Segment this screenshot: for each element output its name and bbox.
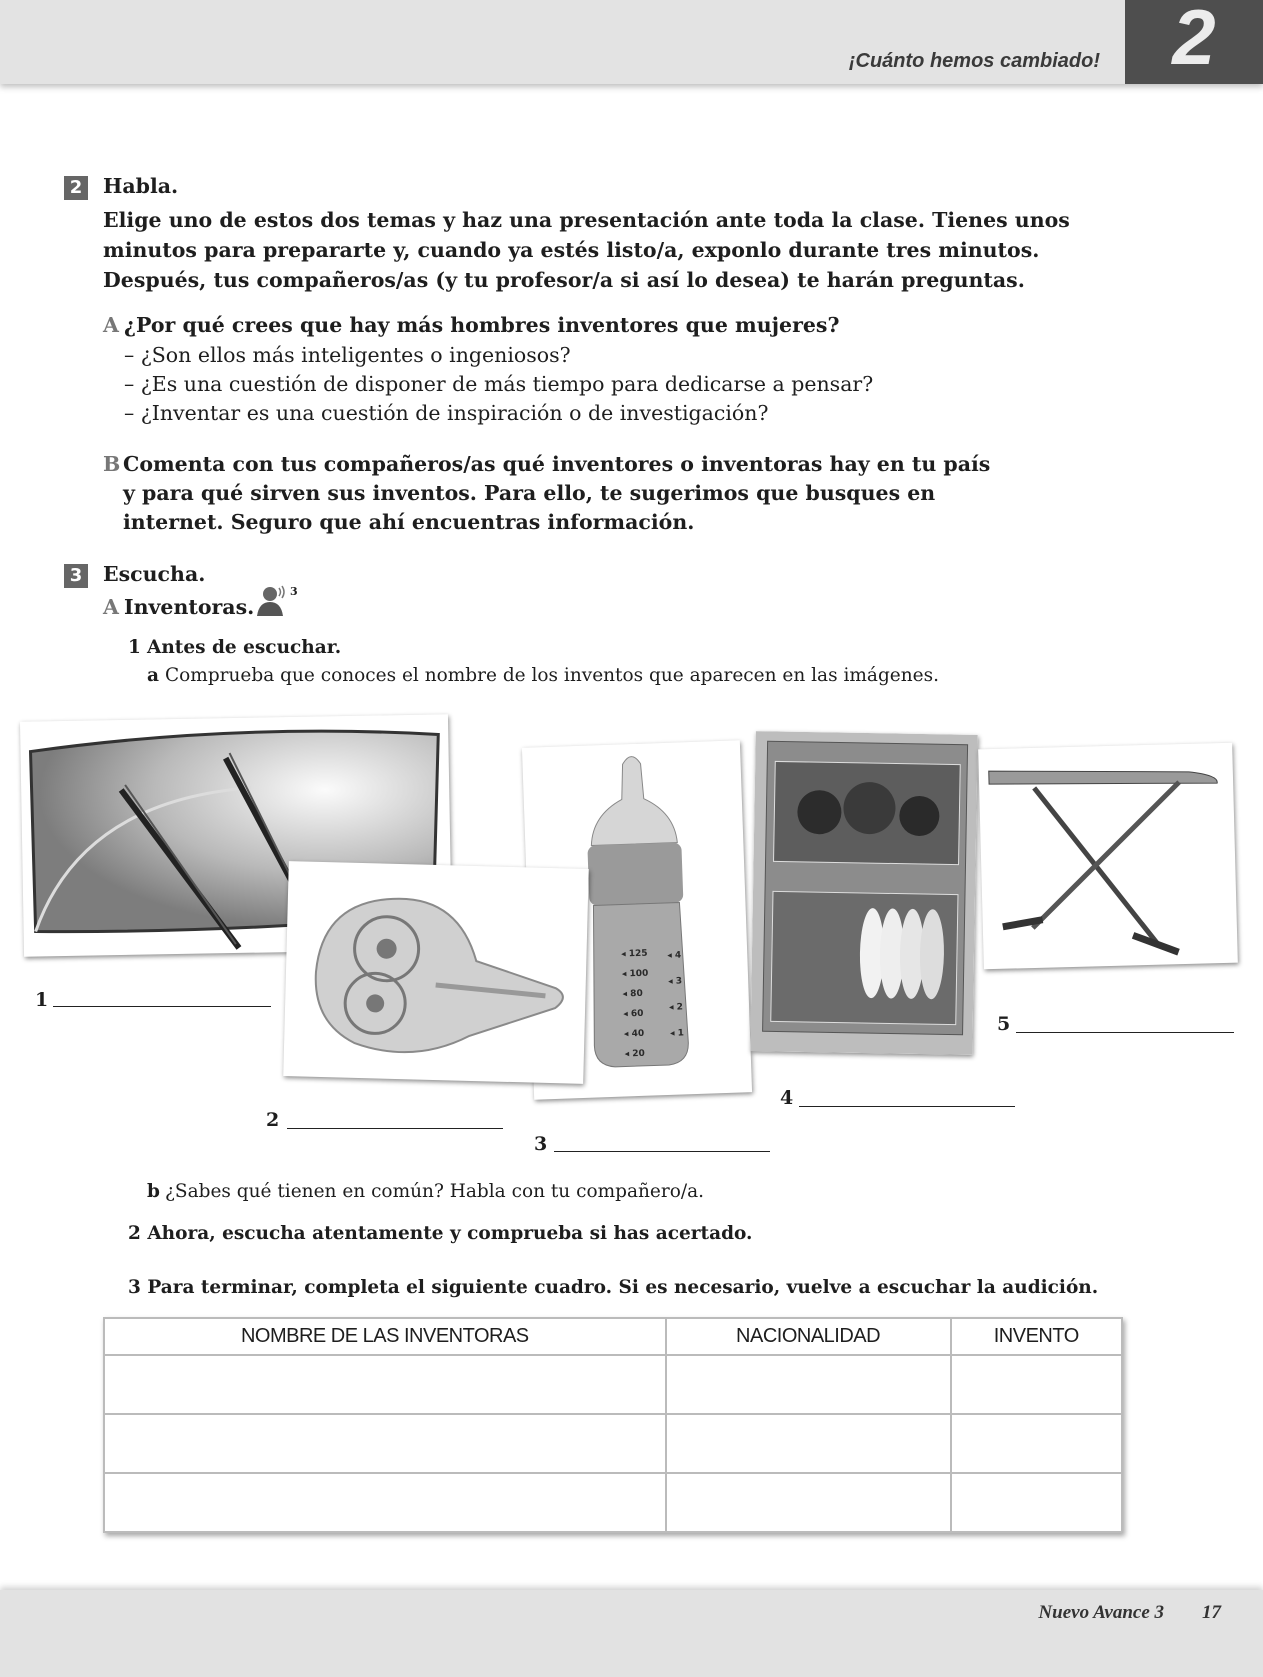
table-cell[interactable] bbox=[666, 1414, 951, 1473]
bottle-mark: ◂ 3 bbox=[668, 976, 683, 987]
bottle-mark: ◂ 20 bbox=[624, 1048, 646, 1060]
topic-a-item: – ¿Son ellos más inteligentes o ingeniosos? bbox=[124, 343, 571, 367]
table-row bbox=[104, 1473, 1122, 1532]
sub-a-letter: a bbox=[147, 665, 159, 686]
sub-b-letter: b bbox=[147, 1181, 160, 1202]
exercise-3-heading: Escucha. bbox=[103, 562, 206, 586]
audio-track-number: 3 bbox=[290, 585, 298, 598]
table-header-row bbox=[104, 1318, 1122, 1355]
step-3-instruction: 3 Para terminar, completa el siguiente cuadro. Si es necesario, vuelve a escuchar la audición. bbox=[128, 1277, 1099, 1298]
answer-line-1[interactable] bbox=[53, 1006, 271, 1007]
table-cell[interactable] bbox=[104, 1473, 666, 1532]
topic-b-letter: B bbox=[103, 452, 121, 476]
exercise-2-intro-line: Elige uno de estos dos temas y haz una presentación ante toda la clase. Tienes unos bbox=[103, 208, 1070, 232]
book-title: Nuevo Avance 3 bbox=[1038, 1602, 1164, 1623]
answer-number-2: 2 bbox=[266, 1109, 280, 1131]
answer-number-3: 3 bbox=[534, 1133, 548, 1155]
bottle-mark: ◂ 125 bbox=[621, 948, 648, 960]
table-cell[interactable] bbox=[951, 1355, 1122, 1414]
table-cell[interactable] bbox=[666, 1473, 951, 1532]
topic-a-question: ¿Por qué crees que hay más hombres inventores que mujeres? bbox=[124, 313, 840, 337]
section-a-letter: A bbox=[103, 595, 119, 619]
topic-a-item: – ¿Es una cuestión de disponer de más tiempo para dedicarse a pensar? bbox=[124, 372, 874, 396]
page-number: 17 bbox=[1202, 1602, 1221, 1623]
table-cell[interactable] bbox=[104, 1355, 666, 1414]
exercise-2-intro-line: minutos para prepararte y, cuando ya estés listo/a, exponlo durante tres minutos. bbox=[103, 238, 1040, 262]
answer-number-1: 1 bbox=[35, 989, 49, 1011]
topic-a-item: – ¿Inventar es una cuestión de inspiración o de investigación? bbox=[124, 401, 769, 425]
topic-b-line: y para qué sirven sus inventos. Para ello, te sugerimos que busques en bbox=[123, 481, 936, 505]
correction-tape-image bbox=[283, 861, 589, 1084]
bottle-mark: ◂ 1 bbox=[669, 1028, 685, 1039]
dishwasher-image bbox=[750, 731, 978, 1055]
audio-icon bbox=[255, 582, 295, 618]
chapter-title: ¡Cuánto hemos cambiado! bbox=[848, 50, 1100, 72]
topic-b-line: internet. Seguro que ahí encuentras información. bbox=[123, 510, 695, 534]
sub-a-text: Comprueba que conoces el nombre de los inventos que aparecen en las imágenes. bbox=[165, 665, 939, 686]
step-1-number: 1 bbox=[128, 637, 141, 658]
answer-line-3[interactable] bbox=[554, 1151, 770, 1152]
answer-line-2[interactable] bbox=[287, 1128, 503, 1129]
bottle-mark: ◂ 4 bbox=[667, 950, 682, 961]
table-cell[interactable] bbox=[104, 1414, 666, 1473]
ironing-board-image bbox=[978, 743, 1238, 970]
sub-b-text: ¿Sabes qué tienen en común? Habla con tu compañero/a. bbox=[165, 1181, 705, 1202]
column-header-name: NOMBRE DE LAS INVENTORAS bbox=[104, 1318, 666, 1355]
table-row bbox=[104, 1355, 1122, 1414]
topic-b-line: Comenta con tus compañeros/as qué inventores o inventoras hay en tu país bbox=[123, 452, 991, 476]
section-a-title: Inventoras. bbox=[124, 595, 255, 619]
bottle-mark: ◂ 40 bbox=[623, 1028, 645, 1040]
chapter-badge bbox=[1125, 0, 1263, 84]
table-cell[interactable] bbox=[951, 1414, 1122, 1473]
topic-a-letter: A bbox=[103, 313, 119, 337]
bottle-mark: ◂ 2 bbox=[668, 1002, 684, 1013]
chapter-number: 2 bbox=[1172, 0, 1216, 81]
bottle-mark: ◂ 60 bbox=[623, 1008, 644, 1020]
bottle-mark: ◂ 100 bbox=[621, 968, 649, 980]
column-header-invention: INVENTO bbox=[951, 1318, 1122, 1355]
table-cell[interactable] bbox=[666, 1355, 951, 1414]
exercise-2-intro-line: Después, tus compañeros/as (y tu profesor/a si así lo desea) te harán preguntas. bbox=[103, 268, 1025, 292]
answer-line-4[interactable] bbox=[799, 1106, 1015, 1107]
exercise-2-heading: Habla. bbox=[103, 174, 179, 198]
inventors-table bbox=[103, 1317, 1123, 1533]
answer-line-5[interactable] bbox=[1016, 1032, 1234, 1033]
answer-number-5: 5 bbox=[997, 1013, 1011, 1035]
exercise-number-3: 3 bbox=[64, 564, 88, 588]
table-row bbox=[104, 1414, 1122, 1473]
table-cell[interactable] bbox=[951, 1473, 1122, 1532]
step-2-instruction: 2 Ahora, escucha atentamente y comprueba si has acertado. bbox=[128, 1223, 753, 1244]
step-1-title: Antes de escuchar. bbox=[147, 637, 342, 658]
bottle-mark: ◂ 80 bbox=[622, 988, 643, 1000]
exercise-number-2: 2 bbox=[64, 176, 88, 200]
column-header-nationality: NACIONALIDAD bbox=[666, 1318, 951, 1355]
answer-number-4: 4 bbox=[780, 1087, 794, 1109]
